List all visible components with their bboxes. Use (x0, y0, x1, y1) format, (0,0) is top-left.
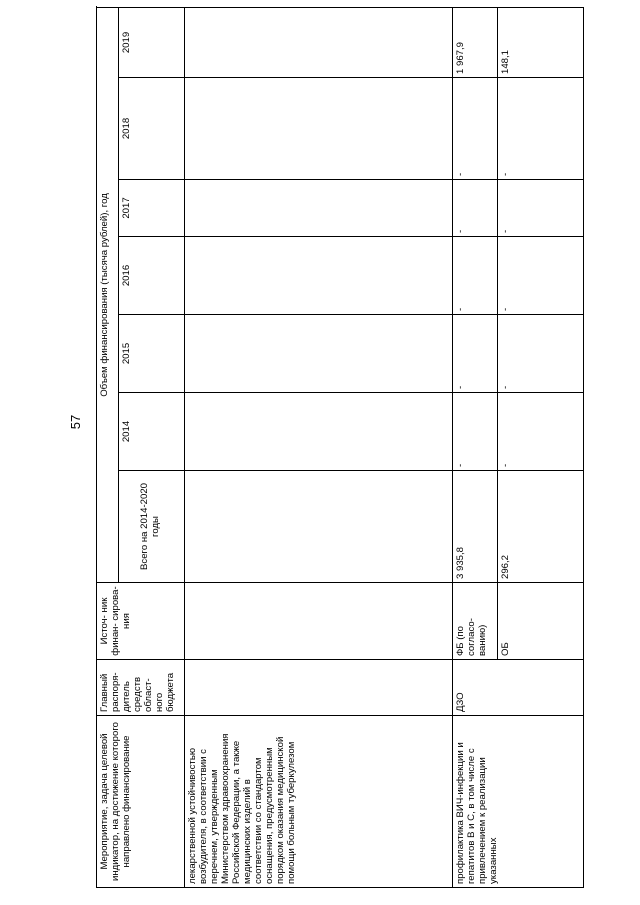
row-1-value-2019: 1 967,9 (453, 8, 498, 78)
row-1-value-2014: - (453, 393, 498, 471)
page-number: 57 (68, 414, 83, 430)
row-0-value-2017 (185, 180, 453, 237)
row-0-value-2014 (185, 393, 453, 471)
row-2-value-2019: 148,1 (498, 8, 584, 78)
header-year-2015: 2015 (119, 315, 185, 393)
table-row (185, 8, 453, 888)
row-0-administrator (185, 660, 453, 716)
header-row-1 (97, 8, 119, 888)
row-0-source (185, 583, 453, 660)
row-2-value-2015: - (498, 315, 584, 393)
row-2-source: ОБ (498, 583, 584, 660)
row-0-measure: лекарственной устойчивостью возбудителя, в соответствии с перечнем, утвержденным Министерством здравоохранения Российской Федерации, а также медицинских изделий в соответствии со стандартом оснащения, предусмотренным порядком оказания медицинской помощи больным туберкулезом (185, 716, 453, 888)
header-total: Всего на 2014-2020 годы (119, 471, 185, 583)
row-1-administrator: ДЗО (453, 660, 584, 716)
header-measure: Мероприятие, задача целевой индикатор, на достижение которого направлено финансирование (97, 716, 185, 888)
header-year-2014: 2014 (119, 393, 185, 471)
header-year-2016: 2016 (119, 237, 185, 315)
header-funding-group: Объем финансирования (тысяча рублей), год (97, 8, 119, 583)
row-0-value-2016 (185, 237, 453, 315)
row-1-source: ФБ (по согласо- ванию) (453, 583, 498, 660)
row-1-measure: профилактика ВИЧ-инфекции и гепатитов B и C, в том числе с привлечением к реализации указанных (453, 716, 584, 888)
row-1-total: 3 935,8 (453, 471, 498, 583)
row-2-value-2014: - (498, 393, 584, 471)
funding-table (96, 7, 584, 888)
row-1-value-2017: - (453, 180, 498, 237)
row-2-total: 296,2 (498, 471, 584, 583)
header-year-2018: 2018 (119, 78, 185, 180)
row-1-value-2016: - (453, 237, 498, 315)
row-2-value-2016: - (498, 237, 584, 315)
rotated-table-container (96, 8, 583, 888)
header-year-2017: 2017 (119, 180, 185, 237)
row-1-value-2015: - (453, 315, 498, 393)
row-2-value-2017: - (498, 180, 584, 237)
header-year-2019: 2019 (119, 8, 185, 78)
table-row (453, 8, 498, 888)
row-0-value-2018 (185, 78, 453, 180)
row-0-value-2019 (185, 8, 453, 78)
header-source: Источ- ник финан- сирова- ния (97, 583, 185, 660)
header-administrator: Главный распоря- дитель средств област- ного бюджета (97, 660, 185, 716)
row-1-value-2018: - (453, 78, 498, 180)
row-0-value-2015 (185, 315, 453, 393)
row-0-total (185, 471, 453, 583)
row-2-value-2018: - (498, 78, 584, 180)
